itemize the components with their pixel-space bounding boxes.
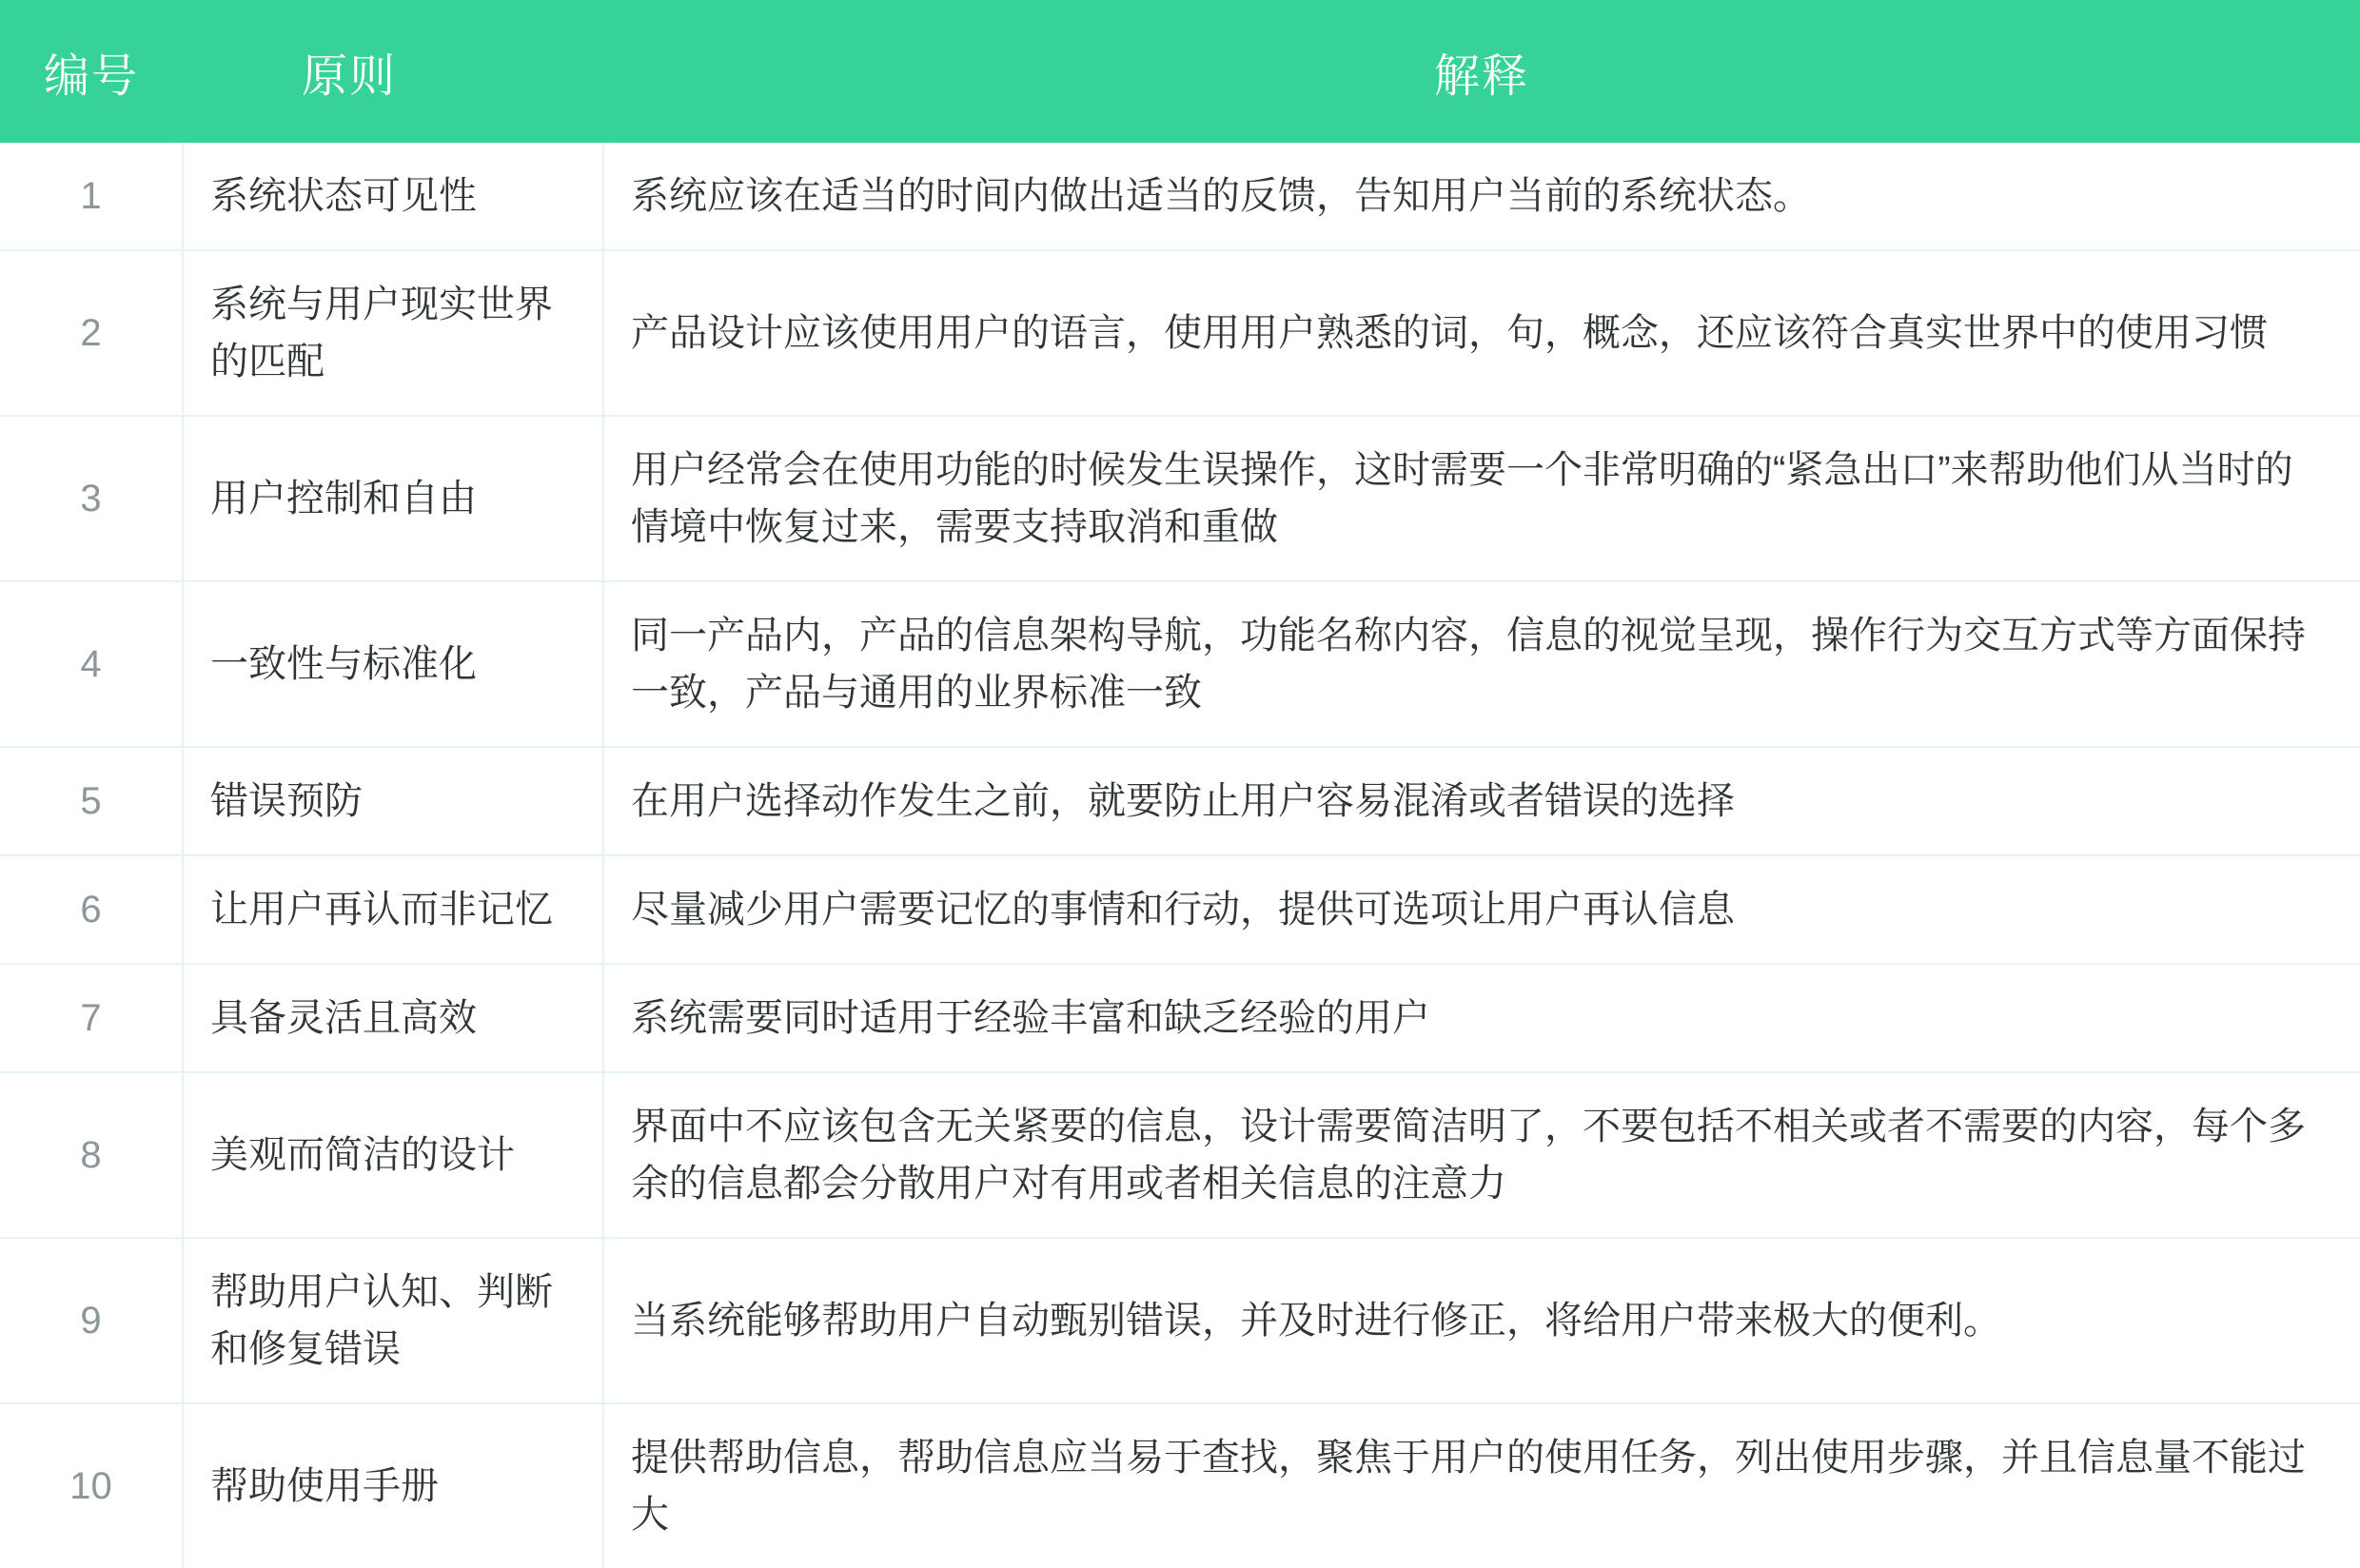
cell-principle: 一致性与标准化 xyxy=(183,581,603,747)
table-row xyxy=(0,250,2360,416)
cell-explanation: 当系统能够帮助用户自动甄别错误，并及时进行修正，将给用户带来极大的便利。 xyxy=(603,1238,2360,1403)
cell-number: 5 xyxy=(0,747,183,855)
cell-principle: 美观而简洁的设计 xyxy=(183,1072,603,1238)
table-row xyxy=(0,964,2360,1072)
table-row xyxy=(0,1072,2360,1238)
table-row xyxy=(0,416,2360,581)
cell-principle: 系统与用户现实世界的匹配 xyxy=(183,250,603,416)
cell-principle: 错误预防 xyxy=(183,747,603,855)
cell-number: 7 xyxy=(0,964,183,1072)
cell-principle: 系统状态可见性 xyxy=(183,143,603,250)
cell-explanation: 界面中不应该包含无关紧要的信息，设计需要简洁明了，不要包括不相关或者不需要的内容，每个多余的信息都会分散用户对有用或者相关信息的注意力 xyxy=(603,1072,2360,1238)
cell-explanation: 产品设计应该使用用户的语言，使用用户熟悉的词，句，概念，还应该符合真实世界中的使用习惯 xyxy=(603,250,2360,416)
cell-principle: 具备灵活且高效 xyxy=(183,964,603,1072)
column-header-number: 编号 xyxy=(0,0,183,143)
cell-number: 1 xyxy=(0,143,183,250)
table-row xyxy=(0,855,2360,964)
table-row xyxy=(0,1238,2360,1403)
cell-explanation: 用户经常会在使用功能的时候发生误操作，这时需要一个非常明确的“紧急出口”来帮助他们从当时的情境中恢复过来，需要支持取消和重做 xyxy=(603,416,2360,581)
table-row xyxy=(0,143,2360,250)
table-row xyxy=(0,581,2360,747)
cell-principle: 帮助用户认知、判断和修复错误 xyxy=(183,1238,603,1403)
cell-number: 9 xyxy=(0,1238,183,1403)
cell-number: 8 xyxy=(0,1072,183,1238)
table-header xyxy=(0,0,2360,143)
cell-explanation: 系统需要同时适用于经验丰富和缺乏经验的用户 xyxy=(603,964,2360,1072)
cell-number: 4 xyxy=(0,581,183,747)
cell-principle: 让用户再认而非记忆 xyxy=(183,855,603,964)
cell-number: 6 xyxy=(0,855,183,964)
cell-number: 10 xyxy=(0,1403,183,1568)
table-body xyxy=(0,143,2360,1568)
table-header-row xyxy=(0,0,2360,143)
cell-explanation: 尽量减少用户需要记忆的事情和行动，提供可选项让用户再认信息 xyxy=(603,855,2360,964)
cell-principle: 用户控制和自由 xyxy=(183,416,603,581)
column-header-principle: 原则 xyxy=(183,0,603,143)
cell-number: 3 xyxy=(0,416,183,581)
cell-principle: 帮助使用手册 xyxy=(183,1403,603,1568)
cell-explanation: 在用户选择动作发生之前，就要防止用户容易混淆或者错误的选择 xyxy=(603,747,2360,855)
table-row xyxy=(0,747,2360,855)
cell-number: 2 xyxy=(0,250,183,416)
cell-explanation: 系统应该在适当的时间内做出适当的反馈，告知用户当前的系统状态。 xyxy=(603,143,2360,250)
cell-explanation: 提供帮助信息，帮助信息应当易于查找，聚焦于用户的使用任务，列出使用步骤，并且信息量不能过大 xyxy=(631,1437,2306,1536)
table-row xyxy=(0,1403,2360,1568)
column-header-explanation: 解释 xyxy=(603,0,2360,143)
cell-explanation: 同一产品内，产品的信息架构导航，功能名称内容，信息的视觉呈现，操作行为交互方式等方面保持一致，产品与通用的业界标准一致 xyxy=(603,581,2360,747)
